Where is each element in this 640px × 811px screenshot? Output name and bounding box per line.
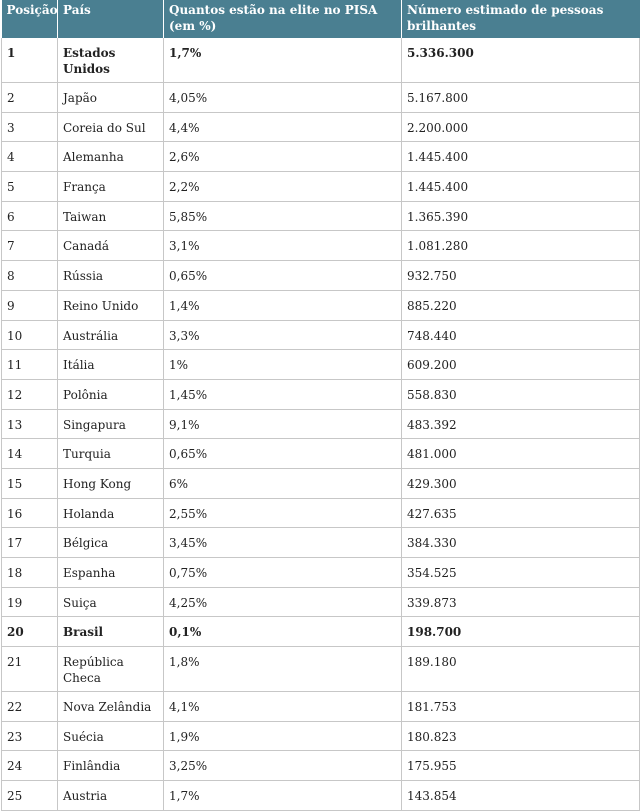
cell-elite-percent: 1,9% [164, 721, 402, 751]
cell-estimated-people: 748.440 [402, 320, 640, 350]
cell-elite-percent: 3,25% [164, 751, 402, 781]
cell-country: Estados Unidos [58, 38, 164, 83]
cell-elite-percent: 0,75% [164, 558, 402, 588]
cell-estimated-people: 558.830 [402, 379, 640, 409]
cell-estimated-people: 483.392 [402, 409, 640, 439]
cell-position: 12 [2, 379, 58, 409]
table-row [2, 379, 640, 409]
cell-position: 5 [2, 172, 58, 202]
cell-country: Turquia [58, 439, 164, 469]
cell-country: Itália [58, 350, 164, 380]
table-row [2, 528, 640, 558]
cell-country: Suiça [58, 587, 164, 617]
cell-country: Coreia do Sul [58, 112, 164, 142]
table-row [2, 112, 640, 142]
cell-position: 9 [2, 290, 58, 320]
table-row [2, 261, 640, 291]
cell-elite-percent: 3,45% [164, 528, 402, 558]
table-row [2, 38, 640, 83]
cell-country: República Checa [58, 647, 164, 692]
cell-estimated-people: 5.167.800 [402, 83, 640, 113]
cell-estimated-people: 1.445.400 [402, 172, 640, 202]
table-row [2, 320, 640, 350]
table-header [2, 0, 640, 38]
cell-position: 17 [2, 528, 58, 558]
table-row [2, 172, 640, 202]
table-row [2, 558, 640, 588]
cell-country: Rússia [58, 261, 164, 291]
cell-estimated-people: 354.525 [402, 558, 640, 588]
cell-country: Alemanha [58, 142, 164, 172]
cell-elite-percent: 0,1% [164, 617, 402, 647]
table-row [2, 231, 640, 261]
table-row [2, 142, 640, 172]
table-row [2, 721, 640, 751]
cell-estimated-people: 427.635 [402, 498, 640, 528]
table-row [2, 201, 640, 231]
cell-position: 3 [2, 112, 58, 142]
cell-position: 7 [2, 231, 58, 261]
table-row [2, 498, 640, 528]
table-row [2, 647, 640, 692]
table-row [2, 468, 640, 498]
cell-country: Austria [58, 781, 164, 811]
cell-elite-percent: 1,7% [164, 38, 402, 83]
cell-estimated-people: 339.873 [402, 587, 640, 617]
cell-elite-percent: 5,85% [164, 201, 402, 231]
table-row [2, 781, 640, 811]
cell-country: Polônia [58, 379, 164, 409]
cell-position: 24 [2, 751, 58, 781]
cell-elite-percent: 2,6% [164, 142, 402, 172]
cell-estimated-people: 384.330 [402, 528, 640, 558]
cell-estimated-people: 1.081.280 [402, 231, 640, 261]
cell-country: Bélgica [58, 528, 164, 558]
table-row [2, 692, 640, 722]
cell-country: Suécia [58, 721, 164, 751]
cell-estimated-people: 481.000 [402, 439, 640, 469]
table-body [2, 38, 640, 810]
cell-position: 23 [2, 721, 58, 751]
cell-position: 6 [2, 201, 58, 231]
table-row [2, 751, 640, 781]
cell-position: 18 [2, 558, 58, 588]
table-row [2, 83, 640, 113]
ranking-table [1, 0, 640, 811]
cell-elite-percent: 4,1% [164, 692, 402, 722]
cell-position: 13 [2, 409, 58, 439]
cell-elite-percent: 3,1% [164, 231, 402, 261]
cell-estimated-people: 143.854 [402, 781, 640, 811]
cell-elite-percent: 1% [164, 350, 402, 380]
cell-estimated-people: 429.300 [402, 468, 640, 498]
cell-elite-percent: 1,4% [164, 290, 402, 320]
cell-elite-percent: 4,25% [164, 587, 402, 617]
cell-country: França [58, 172, 164, 202]
cell-elite-percent: 4,4% [164, 112, 402, 142]
table-row [2, 587, 640, 617]
cell-position: 2 [2, 83, 58, 113]
cell-estimated-people: 189.180 [402, 647, 640, 692]
cell-estimated-people: 175.955 [402, 751, 640, 781]
cell-country: Holanda [58, 498, 164, 528]
table-row [2, 617, 640, 647]
cell-position: 1 [2, 38, 58, 83]
cell-elite-percent: 4,05% [164, 83, 402, 113]
cell-estimated-people: 5.336.300 [402, 38, 640, 83]
cell-position: 19 [2, 587, 58, 617]
cell-elite-percent: 1,8% [164, 647, 402, 692]
cell-estimated-people: 609.200 [402, 350, 640, 380]
table-row [2, 350, 640, 380]
cell-position: 25 [2, 781, 58, 811]
cell-position: 20 [2, 617, 58, 647]
cell-elite-percent: 1,7% [164, 781, 402, 811]
cell-estimated-people: 2.200.000 [402, 112, 640, 142]
cell-elite-percent: 3,3% [164, 320, 402, 350]
cell-elite-percent: 9,1% [164, 409, 402, 439]
cell-country: Japão [58, 83, 164, 113]
cell-country: Nova Zelândia [58, 692, 164, 722]
table-row [2, 439, 640, 469]
cell-estimated-people: 932.750 [402, 261, 640, 291]
cell-position: 11 [2, 350, 58, 380]
cell-country: Singapura [58, 409, 164, 439]
cell-estimated-people: 1.445.400 [402, 142, 640, 172]
cell-position: 22 [2, 692, 58, 722]
cell-position: 16 [2, 498, 58, 528]
cell-position: 10 [2, 320, 58, 350]
cell-country: Taiwan [58, 201, 164, 231]
cell-estimated-people: 885.220 [402, 290, 640, 320]
header-position: Posição [2, 0, 58, 38]
header-elite-percent: Quantos estão na elite no PISA (em %) [164, 0, 402, 38]
cell-country: Finlândia [58, 751, 164, 781]
cell-country: Reino Unido [58, 290, 164, 320]
cell-position: 8 [2, 261, 58, 291]
cell-estimated-people: 1.365.390 [402, 201, 640, 231]
table-row [2, 409, 640, 439]
cell-country: Canadá [58, 231, 164, 261]
cell-estimated-people: 198.700 [402, 617, 640, 647]
header-estimated-people: Número estimado de pessoas brilhantes [402, 0, 640, 38]
table-row [2, 290, 640, 320]
cell-elite-percent: 0,65% [164, 261, 402, 291]
cell-elite-percent: 2,55% [164, 498, 402, 528]
cell-country: Espanha [58, 558, 164, 588]
cell-estimated-people: 181.753 [402, 692, 640, 722]
cell-position: 4 [2, 142, 58, 172]
cell-position: 21 [2, 647, 58, 692]
header-row [2, 0, 640, 38]
cell-country: Austrália [58, 320, 164, 350]
header-country: País [58, 0, 164, 38]
cell-elite-percent: 0,65% [164, 439, 402, 469]
cell-country: Brasil [58, 617, 164, 647]
cell-elite-percent: 6% [164, 468, 402, 498]
cell-estimated-people: 180.823 [402, 721, 640, 751]
cell-elite-percent: 2,2% [164, 172, 402, 202]
cell-position: 14 [2, 439, 58, 469]
cell-country: Hong Kong [58, 468, 164, 498]
cell-elite-percent: 1,45% [164, 379, 402, 409]
cell-position: 15 [2, 468, 58, 498]
